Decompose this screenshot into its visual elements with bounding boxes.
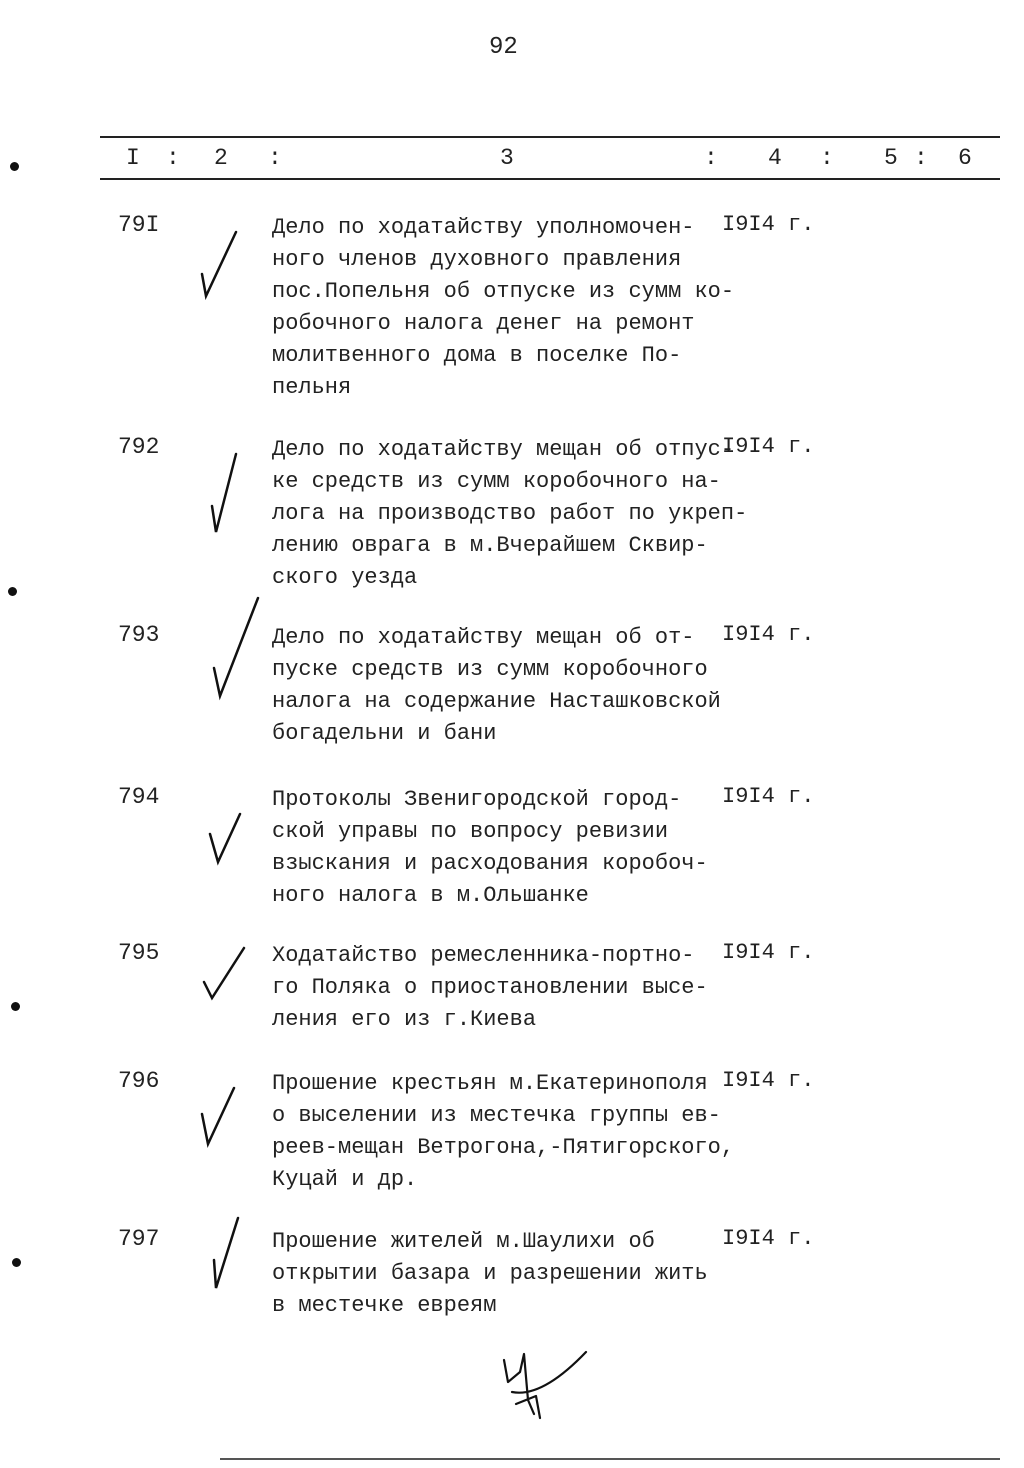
entry-date: I9I4 г. bbox=[722, 940, 815, 965]
column-1-header: I bbox=[126, 145, 140, 171]
header-bottom-rule bbox=[100, 178, 1000, 180]
entry-date: I9I4 г. bbox=[722, 622, 815, 647]
column-separator: : bbox=[166, 145, 180, 171]
punch-hole-mark bbox=[10, 162, 19, 171]
checkmark-icon bbox=[190, 940, 270, 1050]
entry-date: I9I4 г. bbox=[722, 1226, 815, 1251]
handwritten-signature bbox=[490, 1340, 600, 1430]
column-2-header: 2 bbox=[214, 145, 228, 171]
entry-number: 796 bbox=[118, 1068, 160, 1094]
entry-number: 79I bbox=[118, 212, 160, 238]
entry-date: I9I4 г. bbox=[722, 784, 815, 809]
entry-date: I9I4 г. bbox=[722, 212, 815, 237]
entry-description: Дело по ходатайству мещан об отпус- ке средств из сумм коробочного на- лога на производство работ по укреп- лению оврага в м.Вчерайшем Сквир- ского уезда bbox=[272, 437, 748, 590]
entry-description: Дело по ходатайству уполномочен- ного членов духовного правления пос.Попельня об отпуске из сумм ко- робочного налога денег на ремонт молитвенного дома в поселке По- пельня bbox=[272, 215, 735, 400]
entry-number: 792 bbox=[118, 434, 160, 460]
checkmark-icon bbox=[190, 1082, 270, 1192]
checkmark-icon bbox=[190, 800, 270, 910]
column-5-header: 5 bbox=[884, 145, 898, 171]
column-4-header: 4 bbox=[768, 145, 782, 171]
column-3-header: 3 bbox=[500, 145, 514, 171]
entry-description: Прошение крестьян м.Екатеринополя о выселении из местечка группы ев- реев-мещан Ветрогона,-Пятигорского, Куцай и др. bbox=[272, 1071, 735, 1192]
entry-number: 793 bbox=[118, 622, 160, 648]
entry-description: Прошение жителей м.Шаулихи об открытии базара и разрешении жить в местечке евреям bbox=[272, 1229, 708, 1318]
checkmark-icon bbox=[190, 592, 270, 702]
column-separator: : bbox=[820, 145, 834, 171]
entry-number: 797 bbox=[118, 1226, 160, 1252]
page-bottom-edge bbox=[220, 1458, 1000, 1460]
checkmark-icon bbox=[190, 448, 270, 558]
column-separator: : bbox=[268, 145, 282, 171]
entry-number: 794 bbox=[118, 784, 160, 810]
checkmark-icon bbox=[190, 1214, 270, 1324]
punch-hole-mark bbox=[11, 1002, 20, 1011]
entry-number: 795 bbox=[118, 940, 160, 966]
punch-hole-mark bbox=[8, 587, 17, 596]
column-separator: : bbox=[914, 145, 928, 171]
punch-hole-mark bbox=[12, 1258, 21, 1267]
entry-date: I9I4 г. bbox=[722, 434, 815, 459]
entry-description: Дело по ходатайству мещан об от- пуске средств из сумм коробочного налога на содержание Насташковской богадельни и бани bbox=[272, 625, 721, 746]
header-top-rule bbox=[100, 136, 1000, 138]
column-6-header: 6 bbox=[958, 145, 972, 171]
entry-date: I9I4 г. bbox=[722, 1068, 815, 1093]
checkmark-icon bbox=[190, 222, 270, 332]
entry-description: Ходатайство ремесленника-портно- го Поляка о приостановлении высе- ления его из г.Киева bbox=[272, 943, 708, 1032]
column-separator: : bbox=[704, 145, 718, 171]
entry-description: Протоколы Звенигородской город- ской управы по вопросу ревизии взыскания и расходования коробоч- ного налога в м.Ольшанке bbox=[272, 787, 708, 908]
page-number: 92 bbox=[489, 34, 518, 61]
